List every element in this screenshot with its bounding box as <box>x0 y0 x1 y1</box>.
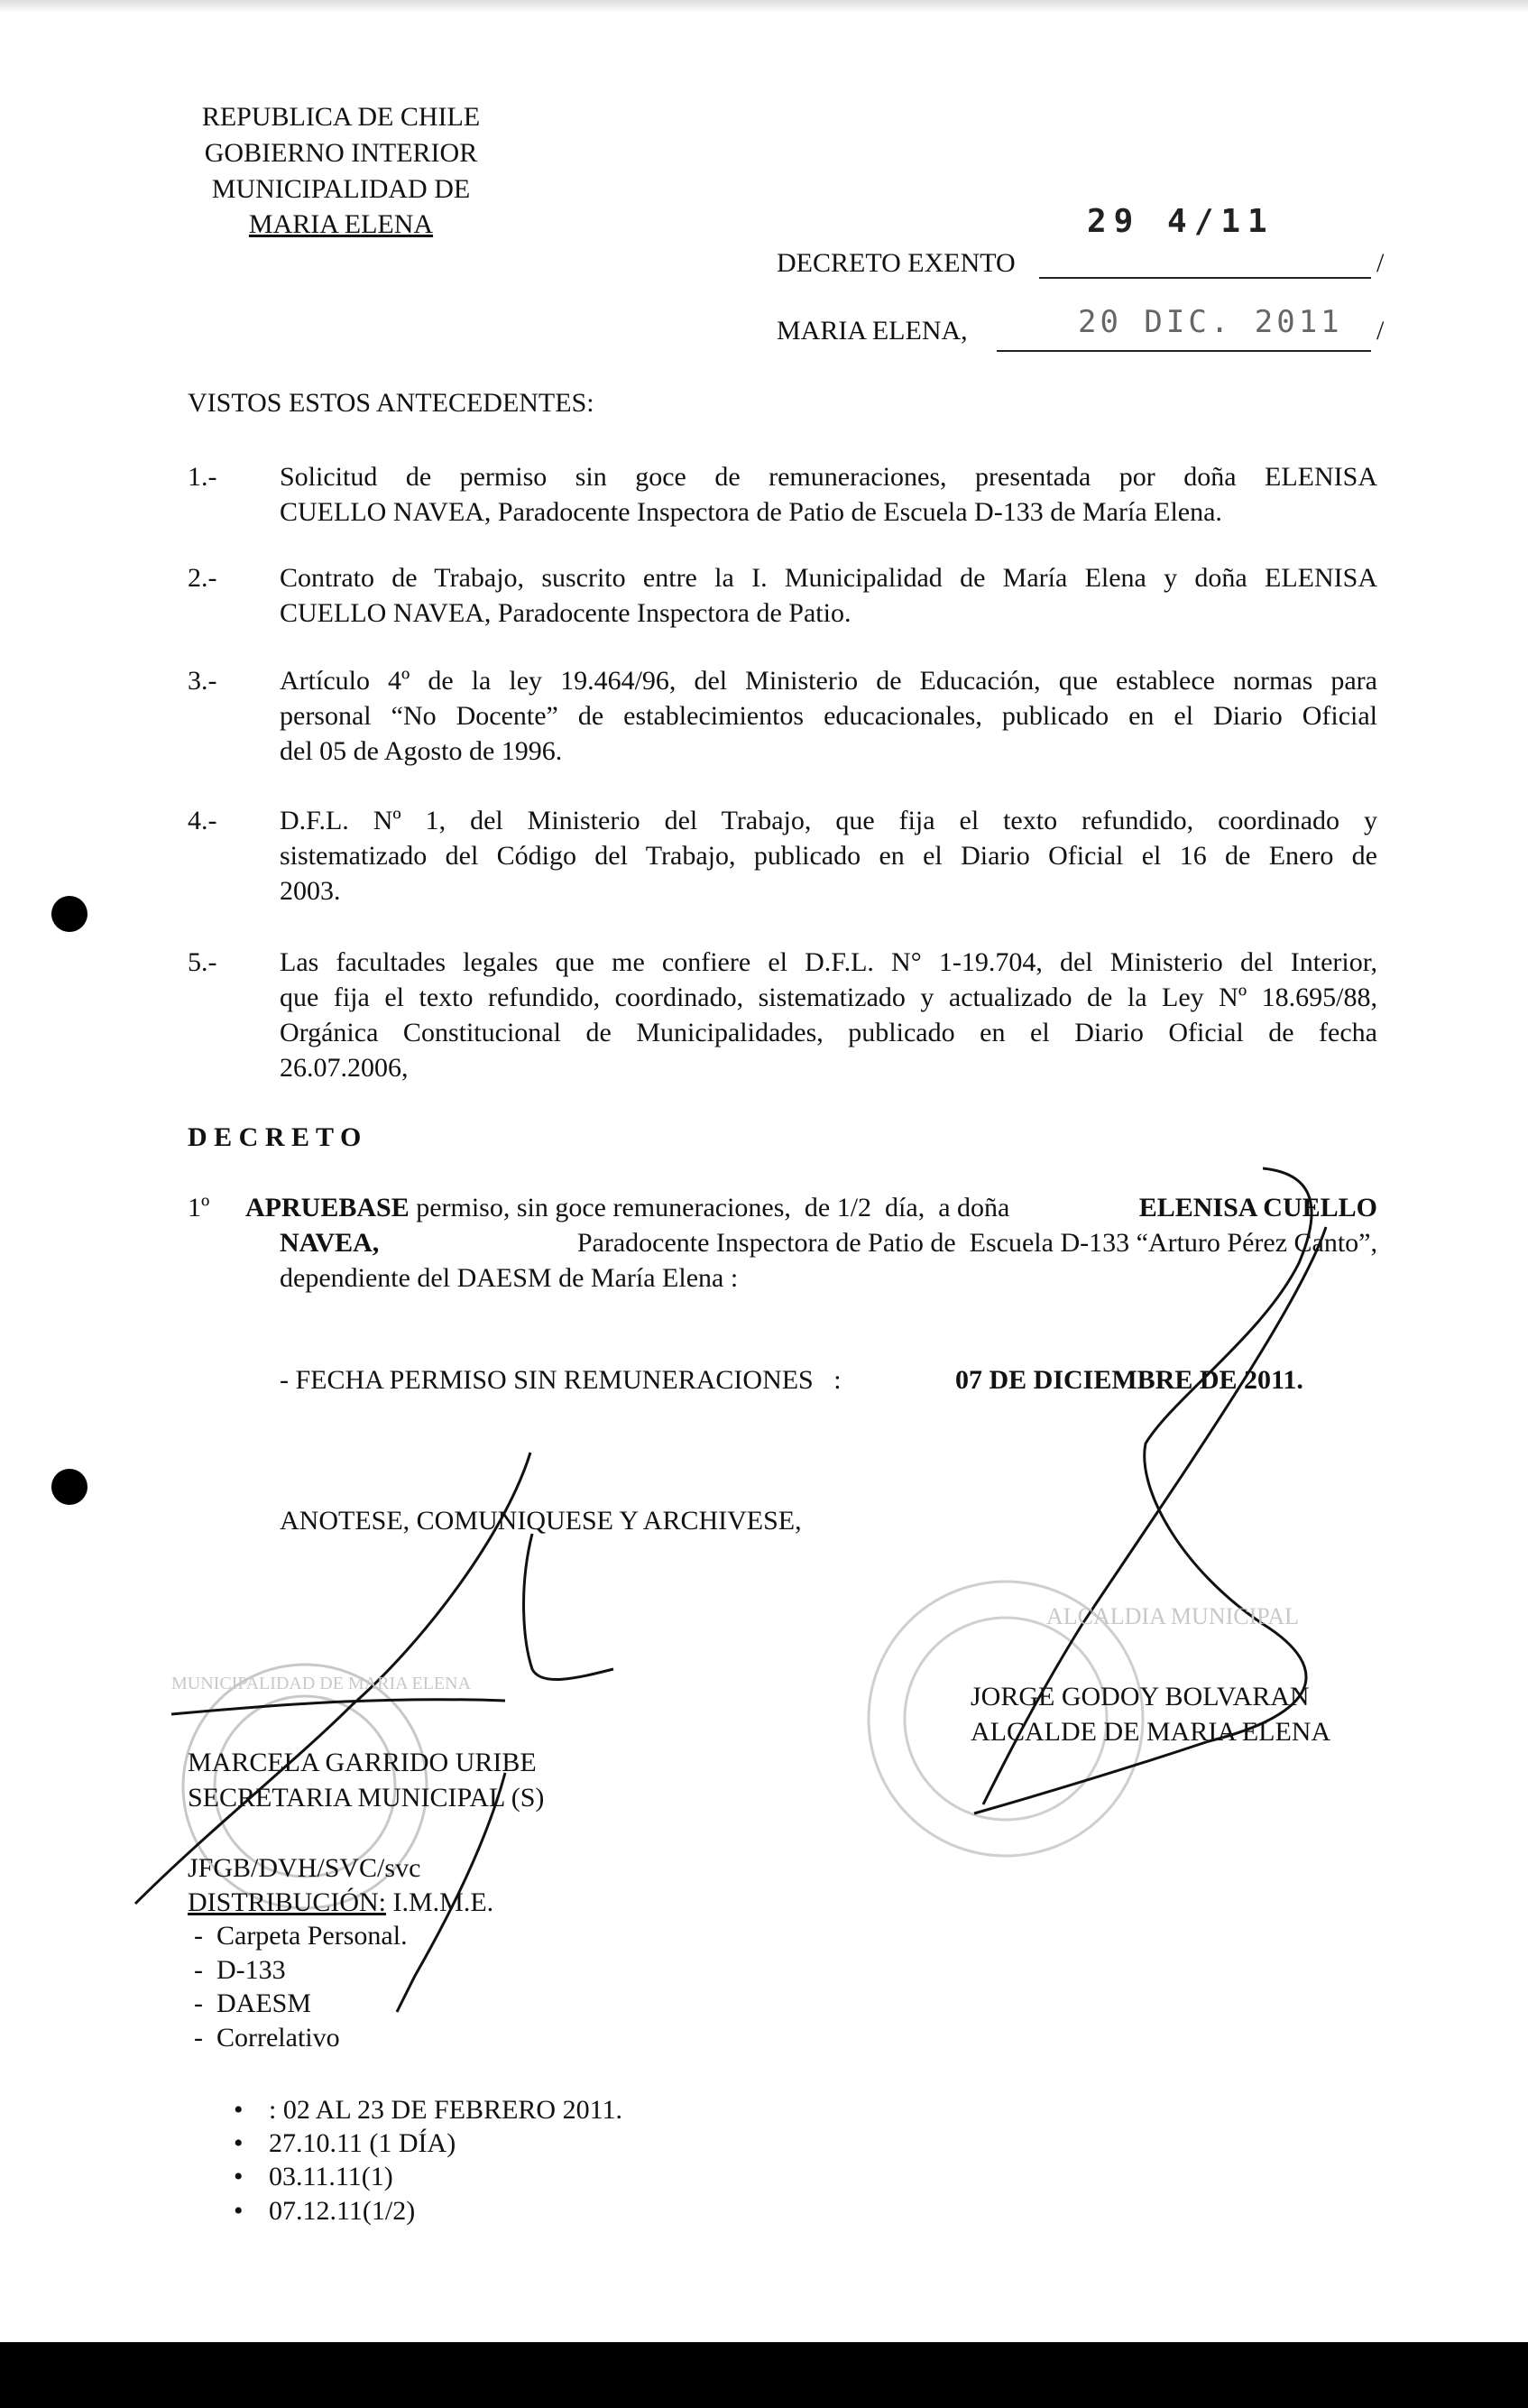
text-line: Las facultades legales que me confiere el D.F.L. N° 1-19.704, del Ministerio del Interior, <box>280 947 1377 977</box>
right-seal-text: ALCALDIA MUNICIPAL <box>1046 1603 1299 1629</box>
person-name: ELENISA CUELLO <box>1138 1193 1377 1222</box>
text-line: 2003. <box>280 876 341 906</box>
resolution-line-3: dependiente del DAESM de María Elena : <box>280 1263 739 1293</box>
initials: JFGB/DVH/SVC/svc <box>188 1853 421 1883</box>
item-number: 3.- <box>188 666 217 696</box>
bullet-icon: • <box>234 2128 244 2158</box>
mayor-name: JORGE GODOY BOLVARAN <box>971 1682 1310 1711</box>
text: Paradocente Inspectora de Patio de Escuela D-133 “Arturo Pérez Canto”, <box>563 1228 1377 1258</box>
distribution-item: - Carpeta Personal. <box>194 1921 408 1951</box>
header-city: MARIA ELENA <box>248 209 434 239</box>
header-municipality: MUNICIPALIDAD DE <box>211 174 471 204</box>
place-label: MARIA ELENA, <box>777 316 968 346</box>
resolution-verb: APRUEBASE <box>245 1193 410 1222</box>
bullet-icon: • <box>234 2162 244 2191</box>
item-number: 2.- <box>188 563 217 593</box>
history-item: 03.11.11(1) <box>269 2162 393 2191</box>
left-seal-text: MUNICIPALIDAD DE MARIA ELENA <box>171 1674 472 1693</box>
vistos-title: VISTOS ESTOS ANTECEDENTES: <box>188 388 594 418</box>
decreto-title: D E C R E T O <box>188 1122 362 1152</box>
person-name: NAVEA, <box>280 1228 380 1258</box>
punch-hole <box>51 1469 87 1505</box>
item-number: 1.- <box>188 462 217 492</box>
history-item: 27.10.11 (1 DÍA) <box>269 2128 456 2158</box>
secretary-title: SECRETARIA MUNICIPAL (S) <box>188 1783 545 1813</box>
text-line: D.F.L. Nº 1, del Ministerio del Trabajo, que fija el texto refundido, coordinado y <box>280 806 1377 835</box>
item-number: 5.- <box>188 947 217 977</box>
decree-label: DECRETO EXENTO <box>777 248 1016 278</box>
text-line: Solicitud de permiso sin goce de remuneraciones, presentada por doña ELENISA <box>280 462 1377 492</box>
bullet-icon: • <box>234 2196 244 2226</box>
fecha-value: 07 DE DICIEMBRE DE 2011. <box>955 1365 1303 1395</box>
text-line: Orgánica Constitucional de Municipalidades, publicado en el Diario Oficial de fecha <box>280 1018 1377 1047</box>
text-line: que fija el texto refundido, coordinado, sistematizado y actualizado de la Ley Nº 18.695/88, <box>280 983 1377 1012</box>
text-line: sistematizado del Código del Trabajo, publicado en el Diario Oficial el 16 de Enero de <box>280 841 1377 871</box>
history-item: 07.12.11(1/2) <box>269 2196 416 2226</box>
text-line: personal “No Docente” de establecimientos educacionales, publicado en el Diario Oficial <box>280 701 1377 731</box>
fecha-label: - FECHA PERMISO SIN REMUNERACIONES : <box>280 1365 842 1395</box>
slash: / <box>1376 316 1385 346</box>
distribution-item: - DAESM <box>194 1988 312 2018</box>
scan-bottom-edge <box>0 2342 1528 2408</box>
item-number: 4.- <box>188 806 217 835</box>
text-line: Contrato de Trabajo, suscrito entre la I. Municipalidad de María Elena y doña ELENISA <box>280 563 1377 593</box>
mayor-title: ALCALDE DE MARIA ELENA <box>971 1717 1331 1747</box>
text-line: CUELLO NAVEA, Paradocente Inspectora de Patio. <box>280 598 851 628</box>
header-republic: REPUBLICA DE CHILE <box>201 102 481 132</box>
decree-number-stamp: 29 4/11 <box>1087 203 1275 240</box>
text-line: 26.07.2006, <box>280 1053 409 1083</box>
distribution-suffix: I.M.M.E. <box>386 1887 494 1917</box>
punch-hole <box>51 896 87 932</box>
bullet-icon: • <box>234 2095 244 2125</box>
secretary-name: MARCELA GARRIDO URIBE <box>188 1748 537 1777</box>
text-line: Artículo 4º de la ley 19.464/96, del Ministerio de Educación, que establece normas para <box>280 666 1377 696</box>
resolution-number: 1º <box>188 1193 210 1222</box>
text: permiso, sin goce remuneraciones, de 1/2 día, a doña <box>409 1193 1017 1222</box>
history-item: : 02 AL 23 DE FEBRERO 2011. <box>269 2095 622 2125</box>
text-line: del 05 de Agosto de 1996. <box>280 736 563 766</box>
slash: / <box>1376 248 1385 278</box>
distribution-label: DISTRIBUCIÓN: <box>188 1887 387 1917</box>
distribution-item: - Correlativo <box>194 2023 340 2053</box>
distribution-heading <box>188 1885 493 1920</box>
header-government: GOBIERNO INTERIOR <box>204 138 478 168</box>
distribution-item: - D-133 <box>194 1955 286 1985</box>
date-stamp: 20 DIC. 2011 <box>1078 304 1343 340</box>
closing: ANOTESE, COMUNIQUESE Y ARCHIVESE, <box>280 1506 802 1536</box>
text-line: CUELLO NAVEA, Paradocente Inspectora de Patio de Escuela D-133 de María Elena. <box>280 497 1222 527</box>
